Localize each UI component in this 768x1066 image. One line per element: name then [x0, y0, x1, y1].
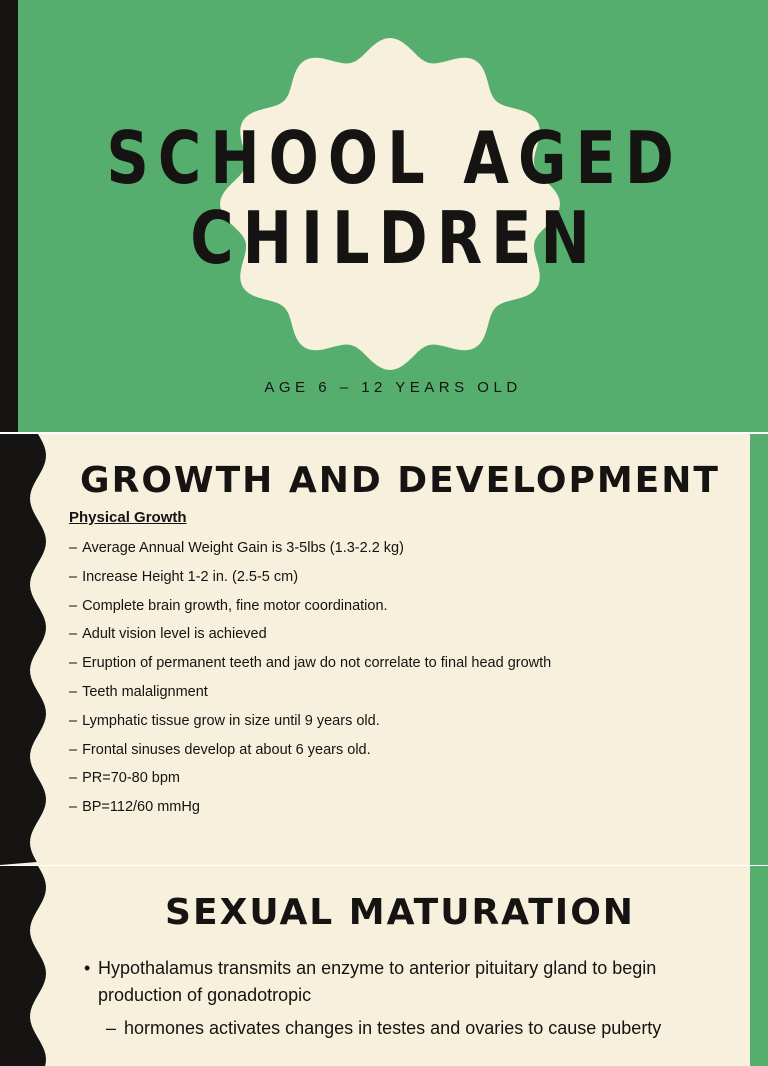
list-item [69, 563, 551, 592]
list-item-text: Frontal sinuses develop at about 6 years old. [82, 741, 371, 758]
bullet-list [84, 955, 724, 1042]
list-item [69, 534, 551, 563]
list-item-text: Adult vision level is achieved [82, 626, 267, 643]
list-item [69, 649, 551, 678]
bullet-item: • Hypothalamus transmits an enzyme to anterior pituitary gland to begin production of gonadotropic [84, 955, 724, 1009]
list-item-text: Eruption of permanent teeth and jaw do not correlate to final head growth [82, 655, 552, 672]
sub-bullet-item: – hormones activates changes in testes and ovaries to cause puberty [84, 1015, 724, 1042]
title-slide [0, 0, 768, 432]
growth-list [69, 534, 551, 822]
list-dash: – [69, 712, 78, 729]
left-accent-bar [0, 0, 18, 432]
wavy-left-border [0, 866, 60, 1066]
maturation-slide [0, 866, 768, 1066]
list-item-text: Lymphatic tissue grow in size until 9 years old. [82, 712, 380, 729]
list-item [69, 793, 551, 822]
wavy-left-border [0, 434, 60, 865]
slide-title: SCHOOL AGED CHILDREN [106, 116, 683, 280]
list-dash: – [69, 626, 78, 643]
slide-heading: SEXUAL MATURATION [165, 892, 635, 933]
list-item-text: Complete brain growth, fine motor coordination. [82, 597, 388, 614]
list-dash: – [69, 597, 78, 614]
list-item [69, 678, 551, 707]
list-item [69, 707, 551, 736]
list-item-text: Teeth malalignment [82, 683, 208, 700]
growth-slide [0, 434, 768, 865]
slide-subtitle: AGE 6 – 12 YEARS OLD [264, 379, 522, 396]
list-dash: – [69, 799, 78, 816]
list-dash: – [69, 655, 78, 672]
list-item-text: PR=70-80 bpm [82, 770, 181, 787]
list-dash: – [69, 683, 78, 700]
list-dash: – [69, 568, 78, 585]
list-item [69, 764, 551, 793]
physical-growth-heading: Physical Growth [69, 509, 187, 526]
list-dash: – [69, 540, 78, 556]
list-dash: – [69, 770, 78, 787]
list-item [69, 620, 551, 649]
right-accent-bar [750, 866, 768, 1066]
slide-heading: GROWTH AND DEVELOPMENT [80, 460, 720, 501]
list-item-text: Average Annual Weight Gain is 3-5lbs (1.3-2.2 kg) [82, 540, 404, 556]
list-item [69, 592, 551, 621]
list-item [69, 736, 551, 765]
list-dash: – [69, 741, 78, 758]
list-item-text: BP=112/60 mmHg [82, 799, 200, 816]
right-accent-bar [750, 434, 768, 865]
list-item-text: Increase Height 1-2 in. (2.5-5 cm) [82, 568, 299, 585]
